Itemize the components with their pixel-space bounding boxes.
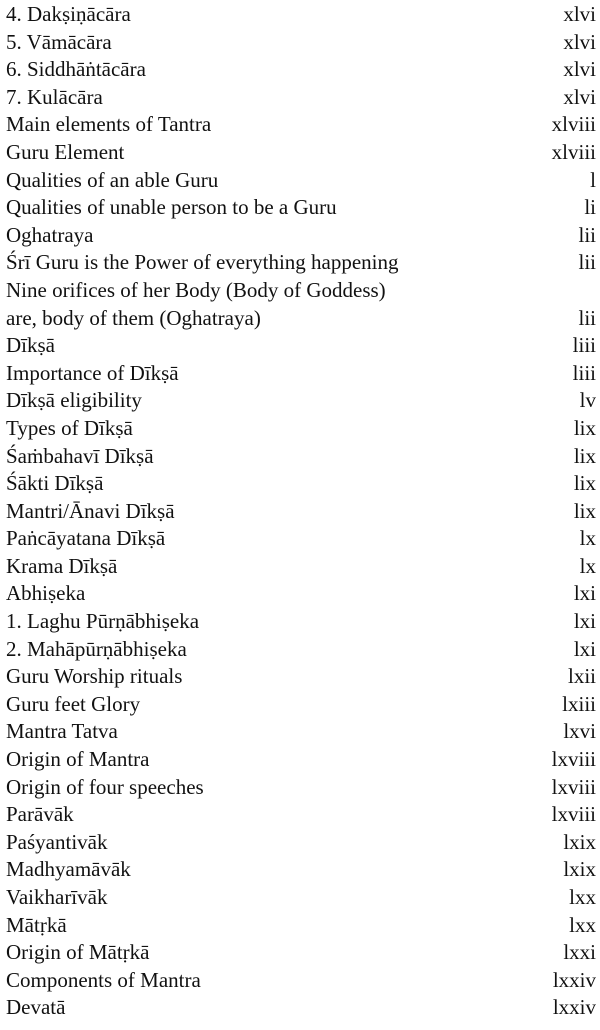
toc-entry-title: Components of Mantra (6, 967, 201, 992)
toc-entry-title: Paṅcāyatana Dīkṣā (6, 526, 166, 551)
toc-entry-title: Importance of Dīkṣā (6, 360, 179, 385)
toc-entry (6, 774, 596, 802)
toc-entry-page: li (584, 195, 596, 220)
table-of-contents (6, 1, 596, 1022)
toc-entry (6, 939, 596, 967)
toc-entry-title: Parāvāk (6, 802, 74, 827)
toc-entry-page: lx (579, 526, 596, 551)
toc-entry-title: Abhiṣeka (6, 581, 86, 606)
toc-entry-title: Origin of Mātṛkā (6, 940, 150, 965)
toc-entry-title: 4. Dakṣiṇācāra (6, 2, 131, 26)
toc-entry-title: 5. Vāmācāra (6, 29, 112, 54)
toc-entry-title: Vaikharīvāk (6, 885, 108, 909)
toc-entry-page: lxxi (563, 940, 596, 965)
toc-entry-page: lxxiv (552, 995, 596, 1020)
toc-entry-title: Mantra Tatva (6, 719, 118, 744)
toc-entry-page: liii (572, 333, 596, 358)
toc-entry-page: lxiii (562, 691, 596, 716)
toc-entry (6, 305, 596, 333)
toc-entry-page: lxi (573, 581, 596, 606)
toc-entry-title: Origin of four speeches (6, 774, 204, 799)
toc-entry (6, 525, 596, 553)
toc-entry-title: 2. Mahāpūrṇābhiṣeka (6, 636, 187, 661)
toc-entry-page: xlvi (563, 84, 596, 109)
toc-entry (6, 746, 596, 774)
toc-entry-page: lxvi (563, 719, 596, 744)
toc-entry-page: lxviii (551, 802, 596, 827)
toc-entry (6, 884, 596, 912)
toc-entry-page: lxii (567, 664, 596, 689)
toc-entry (6, 194, 596, 222)
toc-entry-page: lxix (563, 857, 596, 882)
toc-entry-page: lxix (563, 829, 596, 854)
toc-entry (6, 332, 596, 360)
toc-entry (6, 1, 596, 29)
toc-entry-title: Mātṛkā (6, 912, 67, 937)
toc-entry (6, 856, 596, 884)
toc-entry (6, 967, 596, 995)
toc-entry (6, 111, 596, 139)
toc-entry (6, 498, 596, 526)
toc-entry (6, 249, 596, 277)
toc-entry (6, 84, 596, 112)
toc-entry (6, 580, 596, 608)
toc-entry (6, 470, 596, 498)
toc-entry-title: are, body of them (Oghatraya) (6, 305, 261, 330)
toc-entry (6, 663, 596, 691)
toc-entry-title: Śākti Dīkṣā (6, 471, 104, 496)
toc-entry-title: Guru feet Glory (6, 691, 141, 716)
toc-entry-title: Origin of Mantra (6, 747, 150, 772)
toc-entry (6, 553, 596, 581)
toc-entry (6, 718, 596, 746)
toc-entry-title: 7. Kulācāra (6, 84, 103, 109)
toc-entry-title: Dīkṣā eligibility (6, 388, 142, 413)
toc-entry-page: lxx (569, 912, 596, 937)
toc-entry-page: lxxiv (552, 967, 596, 992)
toc-entry-title: Śrī Guru is the Power of everything happening (6, 250, 399, 275)
toc-entry-page: xlvi (563, 57, 596, 82)
toc-entry (6, 139, 596, 167)
toc-entry-page: lxviii (551, 747, 596, 772)
toc-entry-page: lix (573, 443, 596, 468)
toc-entry-page: lx (579, 553, 596, 578)
toc-entry (6, 443, 596, 471)
toc-entry-title: 1. Laghu Pūrṇābhiṣeka (6, 609, 200, 634)
toc-entry (6, 691, 596, 719)
toc-entry-title: Qualities of an able Guru (6, 167, 219, 192)
toc-entry-title: Nine orifices of her Body (Body of Goddess) (6, 277, 386, 302)
toc-entry-page: lv (579, 388, 596, 413)
toc-entry (6, 636, 596, 664)
toc-entry (6, 56, 596, 84)
toc-entry-title: Guru Element (6, 139, 125, 164)
toc-entry-title: Mantri/Ānavi Dīkṣā (6, 498, 175, 523)
toc-entry-page: lix (573, 415, 596, 440)
toc-entry-page: lxviii (551, 774, 596, 799)
toc-entry-page: xlviii (551, 139, 596, 164)
toc-entry (6, 994, 596, 1022)
toc-entry-page: lxi (573, 609, 596, 634)
toc-entry-title: Madhyamāvāk (6, 857, 131, 882)
toc-entry (6, 360, 596, 388)
toc-entry-page: l (590, 167, 596, 192)
toc-entry-title: Guru Worship rituals (6, 664, 183, 689)
toc-entry (6, 167, 596, 195)
toc-entry-page: lii (578, 250, 596, 275)
toc-entry-title: Main elements of Tantra (6, 112, 212, 137)
toc-entry-page: xlviii (551, 112, 596, 137)
toc-entry-title: Qualities of unable person to be a Guru (6, 195, 337, 220)
toc-entry (6, 415, 596, 443)
toc-entry-title: Paśyantivāk (6, 829, 108, 854)
toc-entry (6, 829, 596, 857)
toc-entry-page: lii (578, 305, 596, 330)
toc-entry-title: Śaṁbahavī Dīkṣā (6, 443, 154, 468)
toc-entry (6, 608, 596, 636)
toc-entry-page: lxi (573, 636, 596, 661)
toc-entry (6, 387, 596, 415)
toc-entry-page: lxx (569, 885, 596, 909)
toc-entry-page: xlvi (563, 2, 596, 26)
toc-entry-title: Oghatraya (6, 222, 94, 247)
toc-entry-page: xlvi (563, 29, 596, 54)
toc-entry (6, 912, 596, 940)
toc-entry (6, 222, 596, 250)
toc-entry-page: lii (578, 222, 596, 247)
toc-entry (6, 29, 596, 57)
toc-entry (6, 801, 596, 829)
toc-entry-title: Krama Dīkṣā (6, 553, 118, 578)
toc-entry-page: liii (572, 360, 596, 385)
toc-entry-page: lix (573, 471, 596, 496)
toc-entry-page: lix (573, 498, 596, 523)
toc-entry-title: 6. Siddhāṅtācāra (6, 57, 146, 82)
toc-entry-title: Devatā (6, 995, 66, 1020)
toc-entry-title: Dīkṣā (6, 333, 55, 358)
toc-entry-title: Types of Dīkṣā (6, 415, 133, 440)
toc-entry (6, 277, 596, 305)
